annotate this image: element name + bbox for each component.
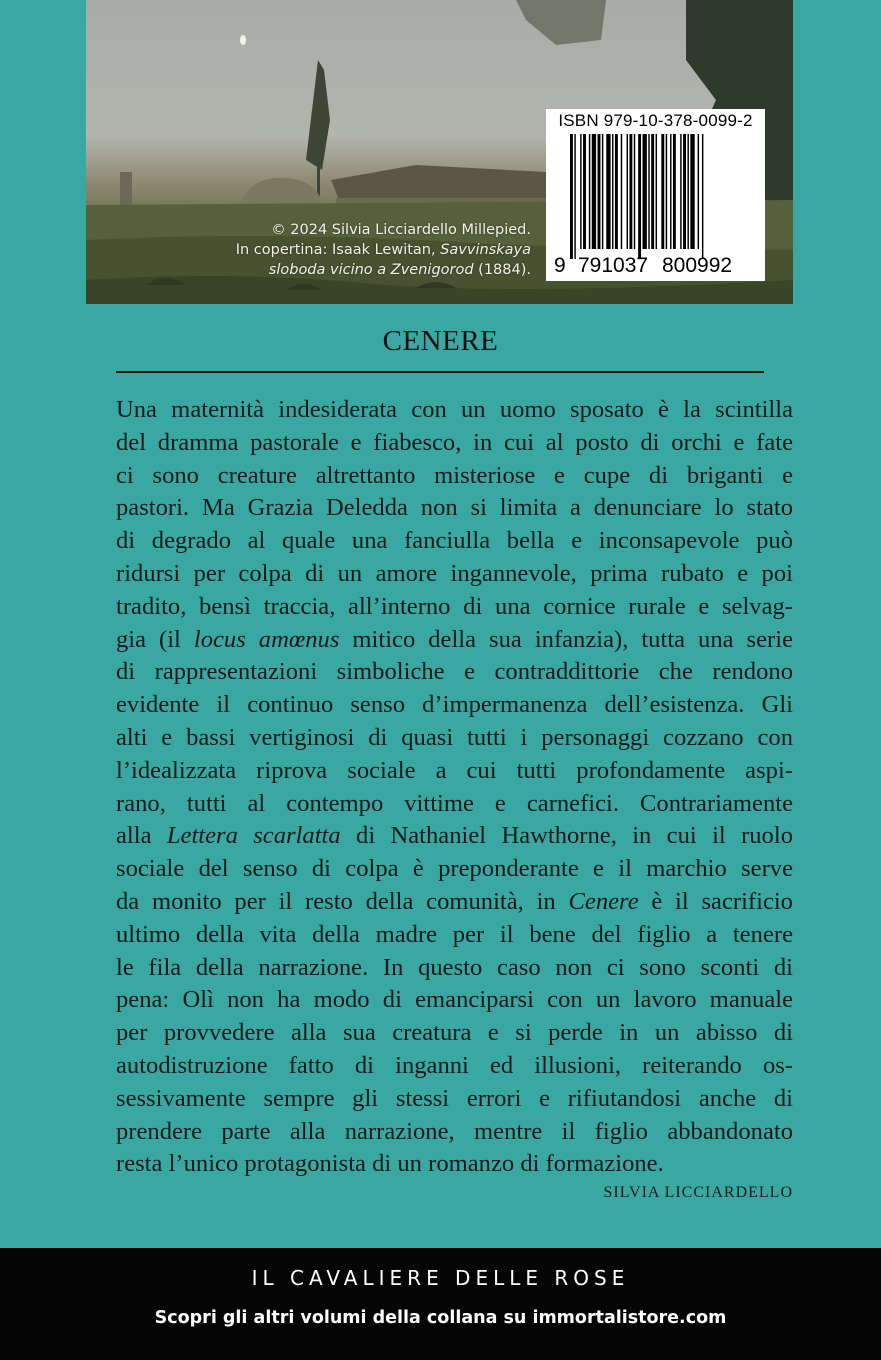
barcode-bar (606, 134, 610, 249)
barcode-bar (570, 134, 573, 259)
barcode-bar (683, 134, 686, 249)
synopsis-line: sociale del senso di colpa è preponderante e il marchio serve (116, 855, 793, 883)
synopsis-line: alti e bassi vertiginosi di quasi tutti i personaggi cozzano con (116, 723, 793, 751)
synopsis-line: del dramma pastorale e fiabesco, in cui al posto di orchi e fate (116, 428, 793, 456)
barcode-bar (583, 134, 586, 249)
barcode-bar (648, 134, 649, 249)
barcode-bar (651, 134, 654, 249)
author-signature: SILVIA LICCIARDELLO (603, 1184, 793, 1201)
synopsis-line: pena: Olì non ha modo di emanciparsi con un lavoro manuale (116, 986, 793, 1014)
synopsis-text (116, 394, 793, 1181)
italic-title: Cenere (568, 887, 639, 915)
barcode-bar (621, 134, 622, 249)
barcode-bar (666, 134, 667, 249)
barcode-bars (570, 134, 750, 259)
barcode-bar (574, 134, 575, 259)
text-run: mitico della sua infanzia), tutta una serie (339, 625, 793, 653)
barcode-bar (670, 134, 671, 249)
synopsis-line: l’idealizzata riprova sociale a cui tutti profondamente aspi- (116, 756, 793, 784)
barcode-bar (661, 134, 664, 249)
cover-credit-line-2 (236, 260, 531, 280)
italic-phrase: locus amœnus (193, 625, 340, 653)
synopsis-line (116, 624, 793, 657)
synopsis-line: Una maternità indesiderata con un uomo sposato è la scintilla (116, 396, 793, 423)
barcode-bar (634, 134, 635, 249)
text-run: di Nathaniel Hawthorne, in cui il ruolo (340, 822, 793, 850)
copyright-credit (236, 220, 531, 280)
ean-left-group: 791037 (578, 254, 649, 277)
barcode-bar (612, 134, 613, 249)
barcode-bar (592, 134, 596, 249)
text-run: gia (il (116, 625, 194, 653)
ean-right-group: 800992 (662, 254, 733, 277)
tree-top-shape (516, 0, 606, 45)
synopsis-line: ultimo della vita della madre per il bene del figlio a tenere (116, 920, 793, 948)
synopsis-line: resta l’unico protagonista di un romanzo di formazione. (116, 1150, 664, 1178)
barcode-bar (589, 134, 590, 249)
store-promo: Scopri gli altri volumi della collana su immortalistore.com (154, 1308, 727, 1328)
ean-first-digit: 9 (554, 254, 566, 277)
barcode-bar (580, 134, 581, 249)
cover-credit-line (236, 240, 531, 260)
footer-band (0, 1248, 881, 1360)
synopsis-line: rano, tutti al contempo vittime e carnefici. Contrariamente (116, 789, 793, 817)
synopsis-line: tradito, bensì traccia, all’interno di una cornice rurale e selvag- (116, 592, 793, 620)
synopsis-line (116, 820, 793, 853)
barcode-bar (638, 134, 641, 259)
synopsis-line: di rappresentazioni simboliche e contraddittorie che rendono (116, 658, 793, 686)
synopsis-line: sessivamente sempre gli stessi errori e rifiutandosi anche di (116, 1084, 793, 1112)
copyright-line: © 2024 Silvia Licciardello Millepied. (271, 222, 531, 238)
barcode-bar (687, 134, 688, 249)
text-run: alla (116, 822, 167, 850)
synopsis-line: prendere parte alla narrazione, mentre il figlio abbandonato (116, 1117, 793, 1145)
isbn-barcode (546, 109, 765, 281)
series-name: IL CAVALIERE DELLE ROSE (251, 1266, 630, 1290)
barcode-bar (673, 134, 676, 249)
ean-digits (546, 254, 765, 280)
text-run: da monito per il resto della comunità, in (116, 887, 569, 915)
barcode-bar (643, 134, 647, 249)
barcode-bar (702, 134, 703, 259)
synopsis-line: di degrado al quale una fanciulla bella e inconsapevole può (116, 527, 793, 555)
synopsis-line: le fila della narrazione. In questo caso non ci sono sconti di (116, 953, 793, 981)
book-title: CENERE (382, 325, 499, 357)
painting-title-part2: sloboda vicino a Zvenigorod (268, 262, 474, 278)
barcode-bar (690, 134, 694, 249)
synopsis-line: pastori. Ma Grazia Deledda non si limita a denunciare lo stato (116, 494, 793, 522)
moon-shape (240, 35, 246, 45)
text-run: è il sacrificio (638, 887, 793, 915)
barcode-bar (698, 134, 699, 249)
synopsis-line: ridursi per colpa di un amore ingannevole, prima rubato e poi (116, 559, 793, 587)
synopsis-line (116, 886, 793, 919)
italic-title: Lettera scarlatta (166, 822, 341, 850)
synopsis-line: per provvedere alla sua creatura e si perde in un abisso di (116, 1019, 793, 1047)
barcode-bar (598, 134, 601, 249)
barcode-bar (656, 134, 657, 249)
synopsis-line: evidente il continuo senso d’impermanenza dell’esistenza. Gli (116, 691, 793, 719)
barcode-bar (615, 134, 618, 249)
title-divider (116, 371, 764, 373)
painting-year: (1884). (473, 262, 531, 278)
painting-title-part1: Savvinskaya (440, 242, 531, 258)
cover-credit-prefix: In copertina: Isaak Lewitan, (235, 242, 441, 258)
synopsis-line: autodistruzione fatto di inganni ed illusioni, reiterando os- (116, 1051, 793, 1079)
barcode-bar (629, 134, 632, 249)
barcode-bar (680, 134, 681, 249)
synopsis-line: ci sono creature altrettanto misteriose e cupe di briganti e (116, 461, 793, 489)
isbn-label: ISBN 979-10-378-0099-2 (558, 111, 753, 130)
barcode-bar (602, 134, 603, 249)
barcode-bar (627, 134, 628, 249)
